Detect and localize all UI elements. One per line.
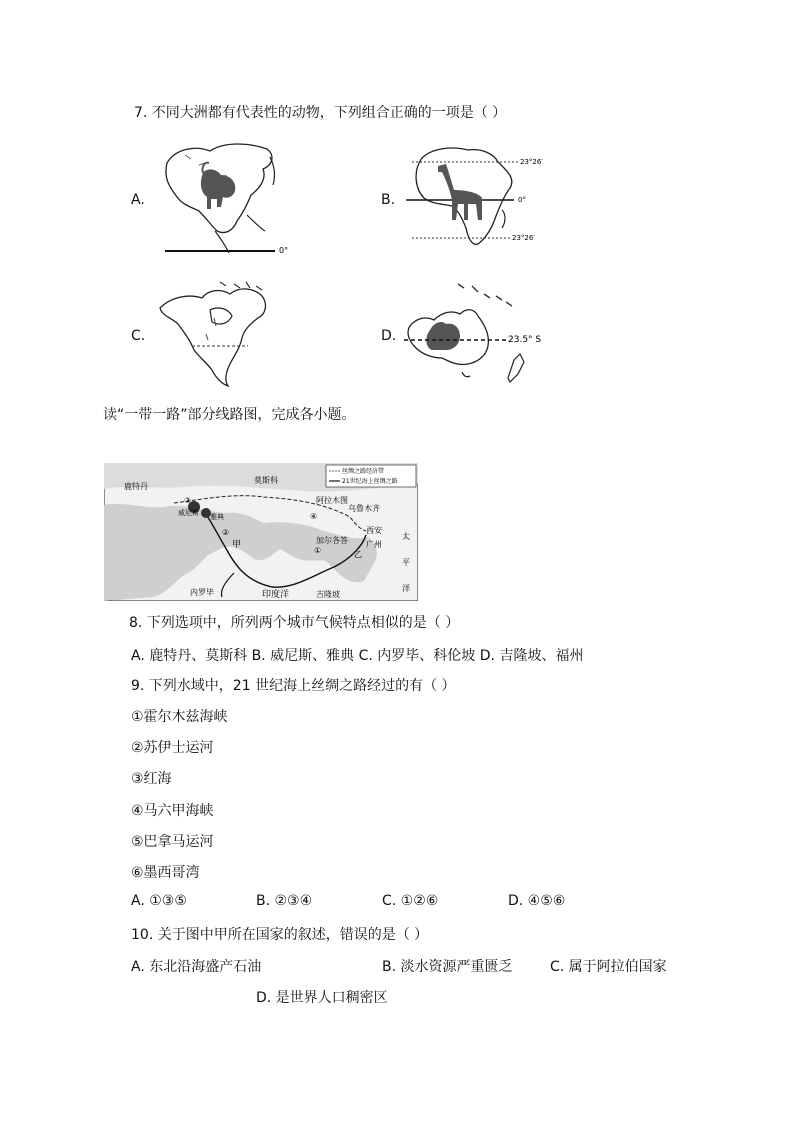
route-label-12: 印度洋: [262, 590, 290, 600]
q9-option-a: A. ①③⑤: [131, 893, 187, 909]
q8-options: A. 鹿特丹、莫斯科 B. 威尼斯、雅典 C. 内罗毕、科伦坡 D. 吉隆坡、福州: [131, 648, 584, 664]
q9-option-d: D. ④⑤⑥: [508, 893, 566, 909]
asia-map-kangaroo: [155, 135, 305, 260]
legend-silk-road-belt: 丝绸之路经济带: [342, 468, 385, 475]
q9-item: ⑥墨西哥湾: [131, 865, 200, 881]
route-mark-3: ③: [184, 496, 192, 505]
route-mark-4: ④: [310, 512, 318, 521]
belt-and-road-route-map: [104, 463, 418, 601]
route-label-15: 平: [402, 558, 410, 567]
q9-item: ③红海: [131, 771, 172, 787]
route-label-14: 太: [402, 532, 410, 541]
q10-stem: 10. 关于图中甲所在国家的叙述，错误的是（ ）: [131, 927, 429, 943]
q7-option-c-label: C.: [131, 328, 146, 344]
q9-item: ②苏伊士运河: [131, 740, 214, 756]
q7-option-d-label: D.: [381, 328, 397, 344]
route-map-intro: 读“一带一路”部分线路图，完成各小题。: [103, 407, 356, 423]
australia-map-latitude-label: 23.5° S: [508, 335, 542, 345]
route-label-1: 莫斯科: [254, 476, 278, 485]
q9-item: ⑤巴拿马运河: [131, 834, 214, 850]
route-label-7: 加尔各答: [316, 536, 348, 545]
route-label-9: 甲: [232, 540, 242, 550]
q9-stem: 9. 下列水域中，21 世纪海上丝绸之路经过的有（ ）: [131, 678, 456, 694]
route-label-8: 广州: [366, 540, 382, 549]
route-label-4: 西安: [366, 526, 382, 535]
route-label-11: 内罗毕: [190, 588, 214, 597]
africa-map-equator-label: 0°: [518, 196, 526, 204]
route-label-6: 雅典: [210, 513, 224, 521]
q10-option-d: D. 是世界人口稠密区: [256, 990, 388, 1006]
route-label-16: 洋: [402, 584, 410, 593]
q10-option-a: A. 东北沿海盛产石油: [131, 959, 262, 975]
route-label-2: 阿拉木图: [316, 496, 348, 505]
north-america-map: [150, 278, 280, 390]
route-label-5: 威尼斯: [178, 509, 199, 517]
route-mark-1: ①: [314, 546, 322, 555]
q7-stem: 7. 不同大洲都有代表性的动物，下列组合正确的一项是（ ）: [134, 105, 507, 121]
route-mark-2: ②: [222, 528, 230, 537]
q10-option-c: C. 属于阿拉伯国家: [550, 959, 667, 975]
route-label-13: 吉隆坡: [316, 590, 340, 599]
route-label-3: 乌鲁木齐: [348, 504, 380, 513]
route-label-0: 鹿特丹: [124, 482, 148, 491]
q7-option-a-label: A.: [131, 192, 145, 208]
route-label-10: 乙: [354, 550, 362, 559]
q9-option-b: B. ②③④: [256, 893, 313, 909]
africa-map-tropic-south-label: 23°26′: [512, 234, 535, 242]
australia-map-koala: [402, 278, 552, 390]
q8-stem: 8. 下列选项中，所列两个城市气候特点相似的是（ ）: [129, 615, 460, 631]
q10-option-b: B. 淡水资源严重匮乏: [382, 959, 513, 975]
legend-maritime-silk-road: 21世纪海上丝绸之路: [342, 478, 398, 485]
q9-option-c: C. ①②⑥: [382, 893, 439, 909]
q7-option-b-label: B.: [381, 192, 396, 208]
asia-map-equator-label: 0°: [279, 246, 289, 255]
q9-item: ①霍尔木兹海峡: [131, 709, 228, 725]
q9-item: ④马六甲海峡: [131, 803, 214, 819]
africa-map-giraffe: [402, 140, 552, 262]
africa-map-tropic-north-label: 23°26′: [520, 158, 543, 166]
